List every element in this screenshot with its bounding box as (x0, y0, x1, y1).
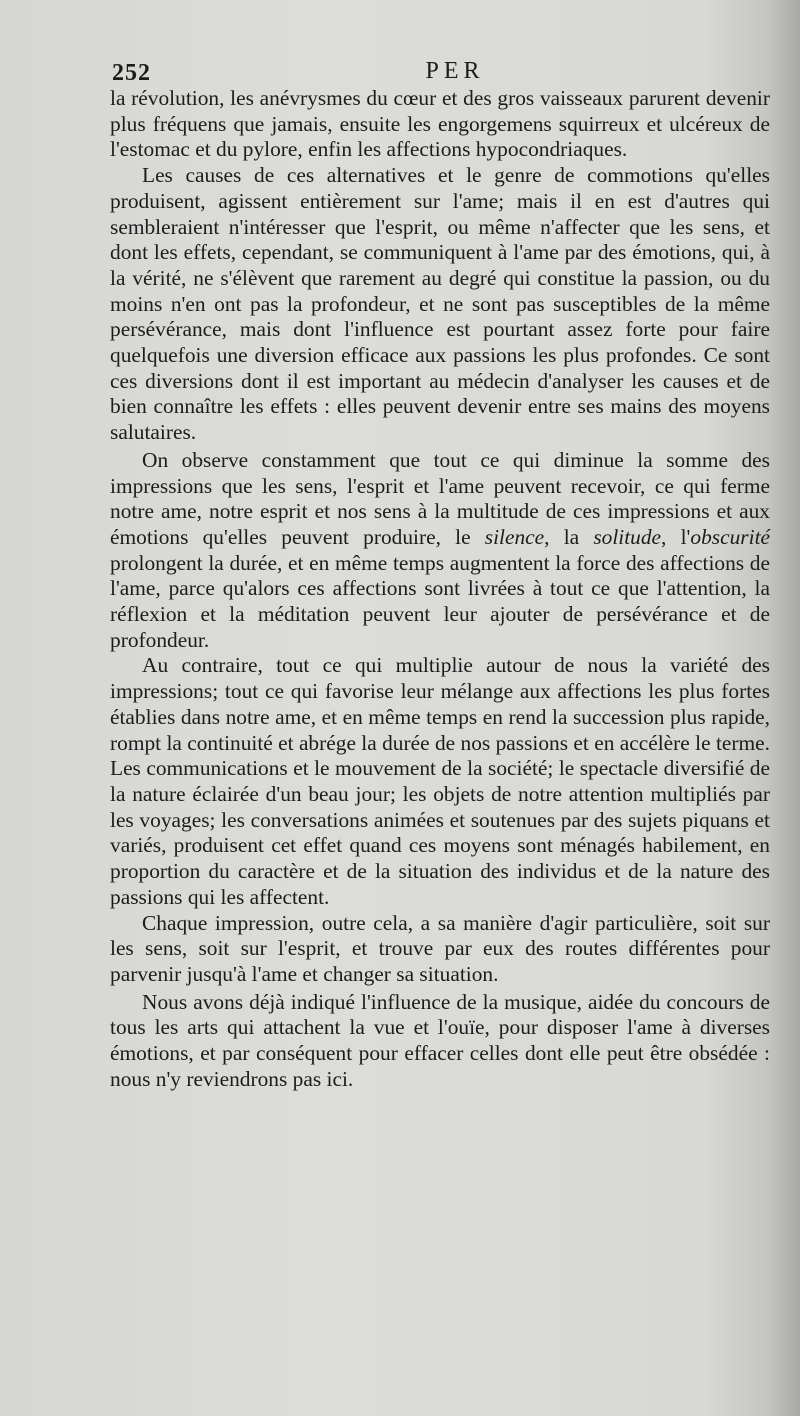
paragraph-3-text-d: prolongent la durée, et en même temps augmentent la force des affections de l'ame, parce qu'alors ces affections sont livrées à tout ce que l'attention, la réflexion et la méditation peuvent leur ajouter de persévérance et de profondeur. (110, 550, 770, 652)
paragraph-3-text-b: , la (544, 524, 594, 549)
emphasis-obscurite: obscurité (690, 524, 770, 549)
emphasis-solitude: solitude (593, 524, 662, 549)
paragraph-3 (110, 448, 770, 654)
paragraph-6: Nous avons déjà indiqué l'influence de la musique, aidée du concours de tous les arts qui attachent la vue et l'ouïe, pour disposer l'ame à diverses émotions, et par conséquent pour effacer celles dont elle peut être obsédée : nous n'y reviendrons pas ici. (110, 989, 770, 1091)
body-text (110, 86, 770, 1092)
paragraph-3-text-c: , l' (661, 524, 691, 549)
paragraph-2: Les causes de ces alternatives et le genre de commotions qu'elles produisent, agissent entièrement sur l'ame; mais il en est d'autres qui sembleraient n'intéresser que l'esprit, ou même n'affecter que les sens, et dont les effets, cependant, se communiquent à l'ame par des émotions, qui, à la vérité, ne s'élèvent que rarement au degré qui constitue la passion, ou du moins n'en ont pas la profondeur, et ne sont pas susceptibles de la même persévérance, mais dont l'influence est pourtant assez forte pour faire quelquefois une diversion efficace aux passions les plus profondes. Ce sont ces diversions dont il est important au médecin d'analyser les causes et de bien connaître les effets : elles peuvent devenir entre ses mains des moyens salutaires. (110, 163, 770, 445)
running-head-title: PER (425, 58, 485, 84)
paragraph-1: la révolution, les anévrysmes du cœur et des gros vaisseaux parurent devenir plus fréquens que jamais, ensuite les engorgemens squirreux et ulcéreux de l'estomac et du pylore, enfin les affections hypocondriaques. (110, 86, 770, 162)
emphasis-silence: silence (484, 524, 545, 549)
paragraph-5: Chaque impression, outre cela, a sa manière d'agir particulière, soit sur les sens, soit sur l'esprit, et trouve par eux des routes différentes pour parvenir jusqu'à l'ame et changer sa situation. (110, 910, 770, 986)
page-number: 252 (112, 60, 151, 86)
paragraph-3-text-a: On observe constamment que tout ce qui diminue la somme des impressions que les sens, l'esprit et l'ame peuvent recevoir, ce qui ferme notre ame, notre esprit et nos sens à la multitude de ces impressions et aux émotions qu'elles peuvent produire, le (110, 447, 770, 549)
paragraph-4: Au contraire, tout ce qui multiplie autour de nous la variété des impressions; tout ce qui favorise leur mélange aux affections les plus fortes établies dans notre ame, et en même temps en rend la succession plus rapide, rompt la continuité et abrége la durée de nos passions et en accélère le terme. Les communications et le mouvement de la société; le spectacle diversifié de la nature éclairée d'un beau jour; les objets de notre attention multipliés par les voyages; les conversations animées et soutenues par des sujets piquans et variés, produisent cet effet quand ces moyens sont ménagés habilement, en proportion du caractère et de la situation des individus et de la nature des passions qui les affectent. (110, 653, 770, 909)
